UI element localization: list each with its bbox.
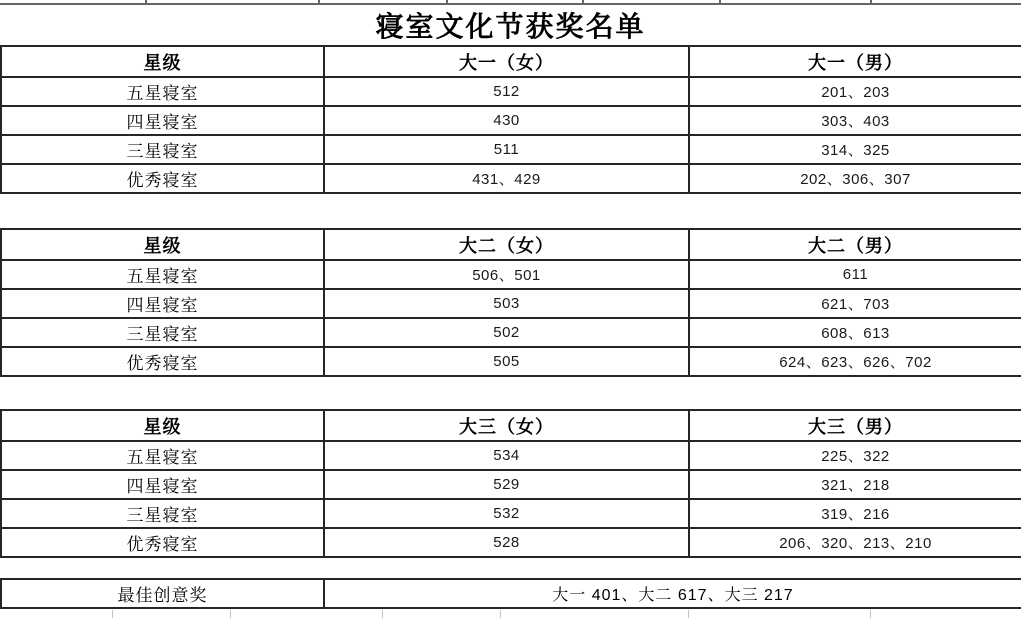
star-level-cell: 四星寝室 — [1, 470, 324, 499]
male-dorm-cell: 621、703 — [689, 289, 1021, 318]
star-level-cell: 四星寝室 — [1, 289, 324, 318]
header-female: 大一（女） — [324, 46, 689, 77]
table-header-row — [1, 229, 1021, 260]
male-dorm-cell: 202、306、307 — [689, 164, 1021, 193]
male-dorm-cell: 206、320、213、210 — [689, 528, 1021, 557]
female-dorm-cell: 506、501 — [324, 260, 689, 289]
gridline-tick — [500, 610, 501, 618]
female-dorm-cell: 502 — [324, 318, 689, 347]
table-row — [1, 164, 1021, 193]
female-dorm-cell: 534 — [324, 441, 689, 470]
star-level-cell: 优秀寝室 — [1, 347, 324, 376]
table-header-row — [1, 46, 1021, 77]
gridline-tick — [582, 0, 584, 5]
header-star-level: 星级 — [1, 46, 324, 77]
male-dorm-cell: 314、325 — [689, 135, 1021, 164]
star-level-cell: 优秀寝室 — [1, 528, 324, 557]
female-dorm-cell: 431、429 — [324, 164, 689, 193]
gridline-tick — [382, 610, 383, 618]
table-row — [1, 499, 1021, 528]
star-level-cell: 三星寝室 — [1, 135, 324, 164]
header-male: 大三（男） — [689, 410, 1021, 441]
best-creativity-winners: 大一 401、大二 617、大三 217 — [324, 579, 1021, 608]
star-level-cell: 三星寝室 — [1, 499, 324, 528]
gridline-tick — [719, 0, 721, 5]
table-row — [1, 579, 1021, 608]
page-title: 寝室文化节获奖名单 — [375, 11, 646, 42]
gridline-tick — [870, 0, 872, 5]
star-level-cell: 五星寝室 — [1, 441, 324, 470]
female-dorm-cell: 505 — [324, 347, 689, 376]
table-row — [1, 135, 1021, 164]
female-dorm-cell: 511 — [324, 135, 689, 164]
star-level-cell: 五星寝室 — [1, 77, 324, 106]
female-dorm-cell: 503 — [324, 289, 689, 318]
table-header-row — [1, 410, 1021, 441]
table-row — [1, 106, 1021, 135]
table-row — [1, 289, 1021, 318]
spacer — [0, 194, 1021, 228]
star-level-cell: 优秀寝室 — [1, 164, 324, 193]
star-level-cell: 四星寝室 — [1, 106, 324, 135]
table-row — [1, 347, 1021, 376]
male-dorm-cell: 225、322 — [689, 441, 1021, 470]
gridline-tick — [112, 610, 113, 618]
header-female: 大二（女） — [324, 229, 689, 260]
gridline-tick — [446, 0, 448, 5]
female-dorm-cell: 532 — [324, 499, 689, 528]
award-table-grade1 — [0, 45, 1021, 194]
male-dorm-cell: 608、613 — [689, 318, 1021, 347]
best-creativity-award-table — [0, 578, 1021, 609]
table-row — [1, 528, 1021, 557]
partial-row-below — [0, 609, 1021, 618]
male-dorm-cell: 321、218 — [689, 470, 1021, 499]
best-creativity-label: 最佳创意奖 — [1, 579, 324, 608]
header-female: 大三（女） — [324, 410, 689, 441]
header-male: 大二（男） — [689, 229, 1021, 260]
male-dorm-cell: 624、623、626、702 — [689, 347, 1021, 376]
gridline-tick — [688, 610, 689, 618]
award-table-grade2 — [0, 228, 1021, 377]
table-row — [1, 470, 1021, 499]
male-dorm-cell: 201、203 — [689, 77, 1021, 106]
gridline-tick — [145, 0, 147, 5]
female-dorm-cell: 529 — [324, 470, 689, 499]
star-level-cell: 三星寝室 — [1, 318, 324, 347]
gridline-tick — [870, 610, 871, 618]
female-dorm-cell: 430 — [324, 106, 689, 135]
male-dorm-cell: 303、403 — [689, 106, 1021, 135]
spacer — [0, 377, 1021, 409]
spacer — [0, 558, 1021, 578]
female-dorm-cell: 512 — [324, 77, 689, 106]
table-row — [1, 77, 1021, 106]
header-male: 大一（男） — [689, 46, 1021, 77]
star-level-cell: 五星寝室 — [1, 260, 324, 289]
header-star-level: 星级 — [1, 410, 324, 441]
gridline-tick — [318, 0, 320, 5]
table-row — [1, 260, 1021, 289]
header-star-level: 星级 — [1, 229, 324, 260]
gridline-tick — [230, 610, 231, 618]
table-row — [1, 318, 1021, 347]
award-table-grade3 — [0, 409, 1021, 558]
table-row — [1, 441, 1021, 470]
male-dorm-cell: 319、216 — [689, 499, 1021, 528]
partial-row-above — [0, 0, 1021, 5]
female-dorm-cell: 528 — [324, 528, 689, 557]
male-dorm-cell: 611 — [689, 260, 1021, 289]
